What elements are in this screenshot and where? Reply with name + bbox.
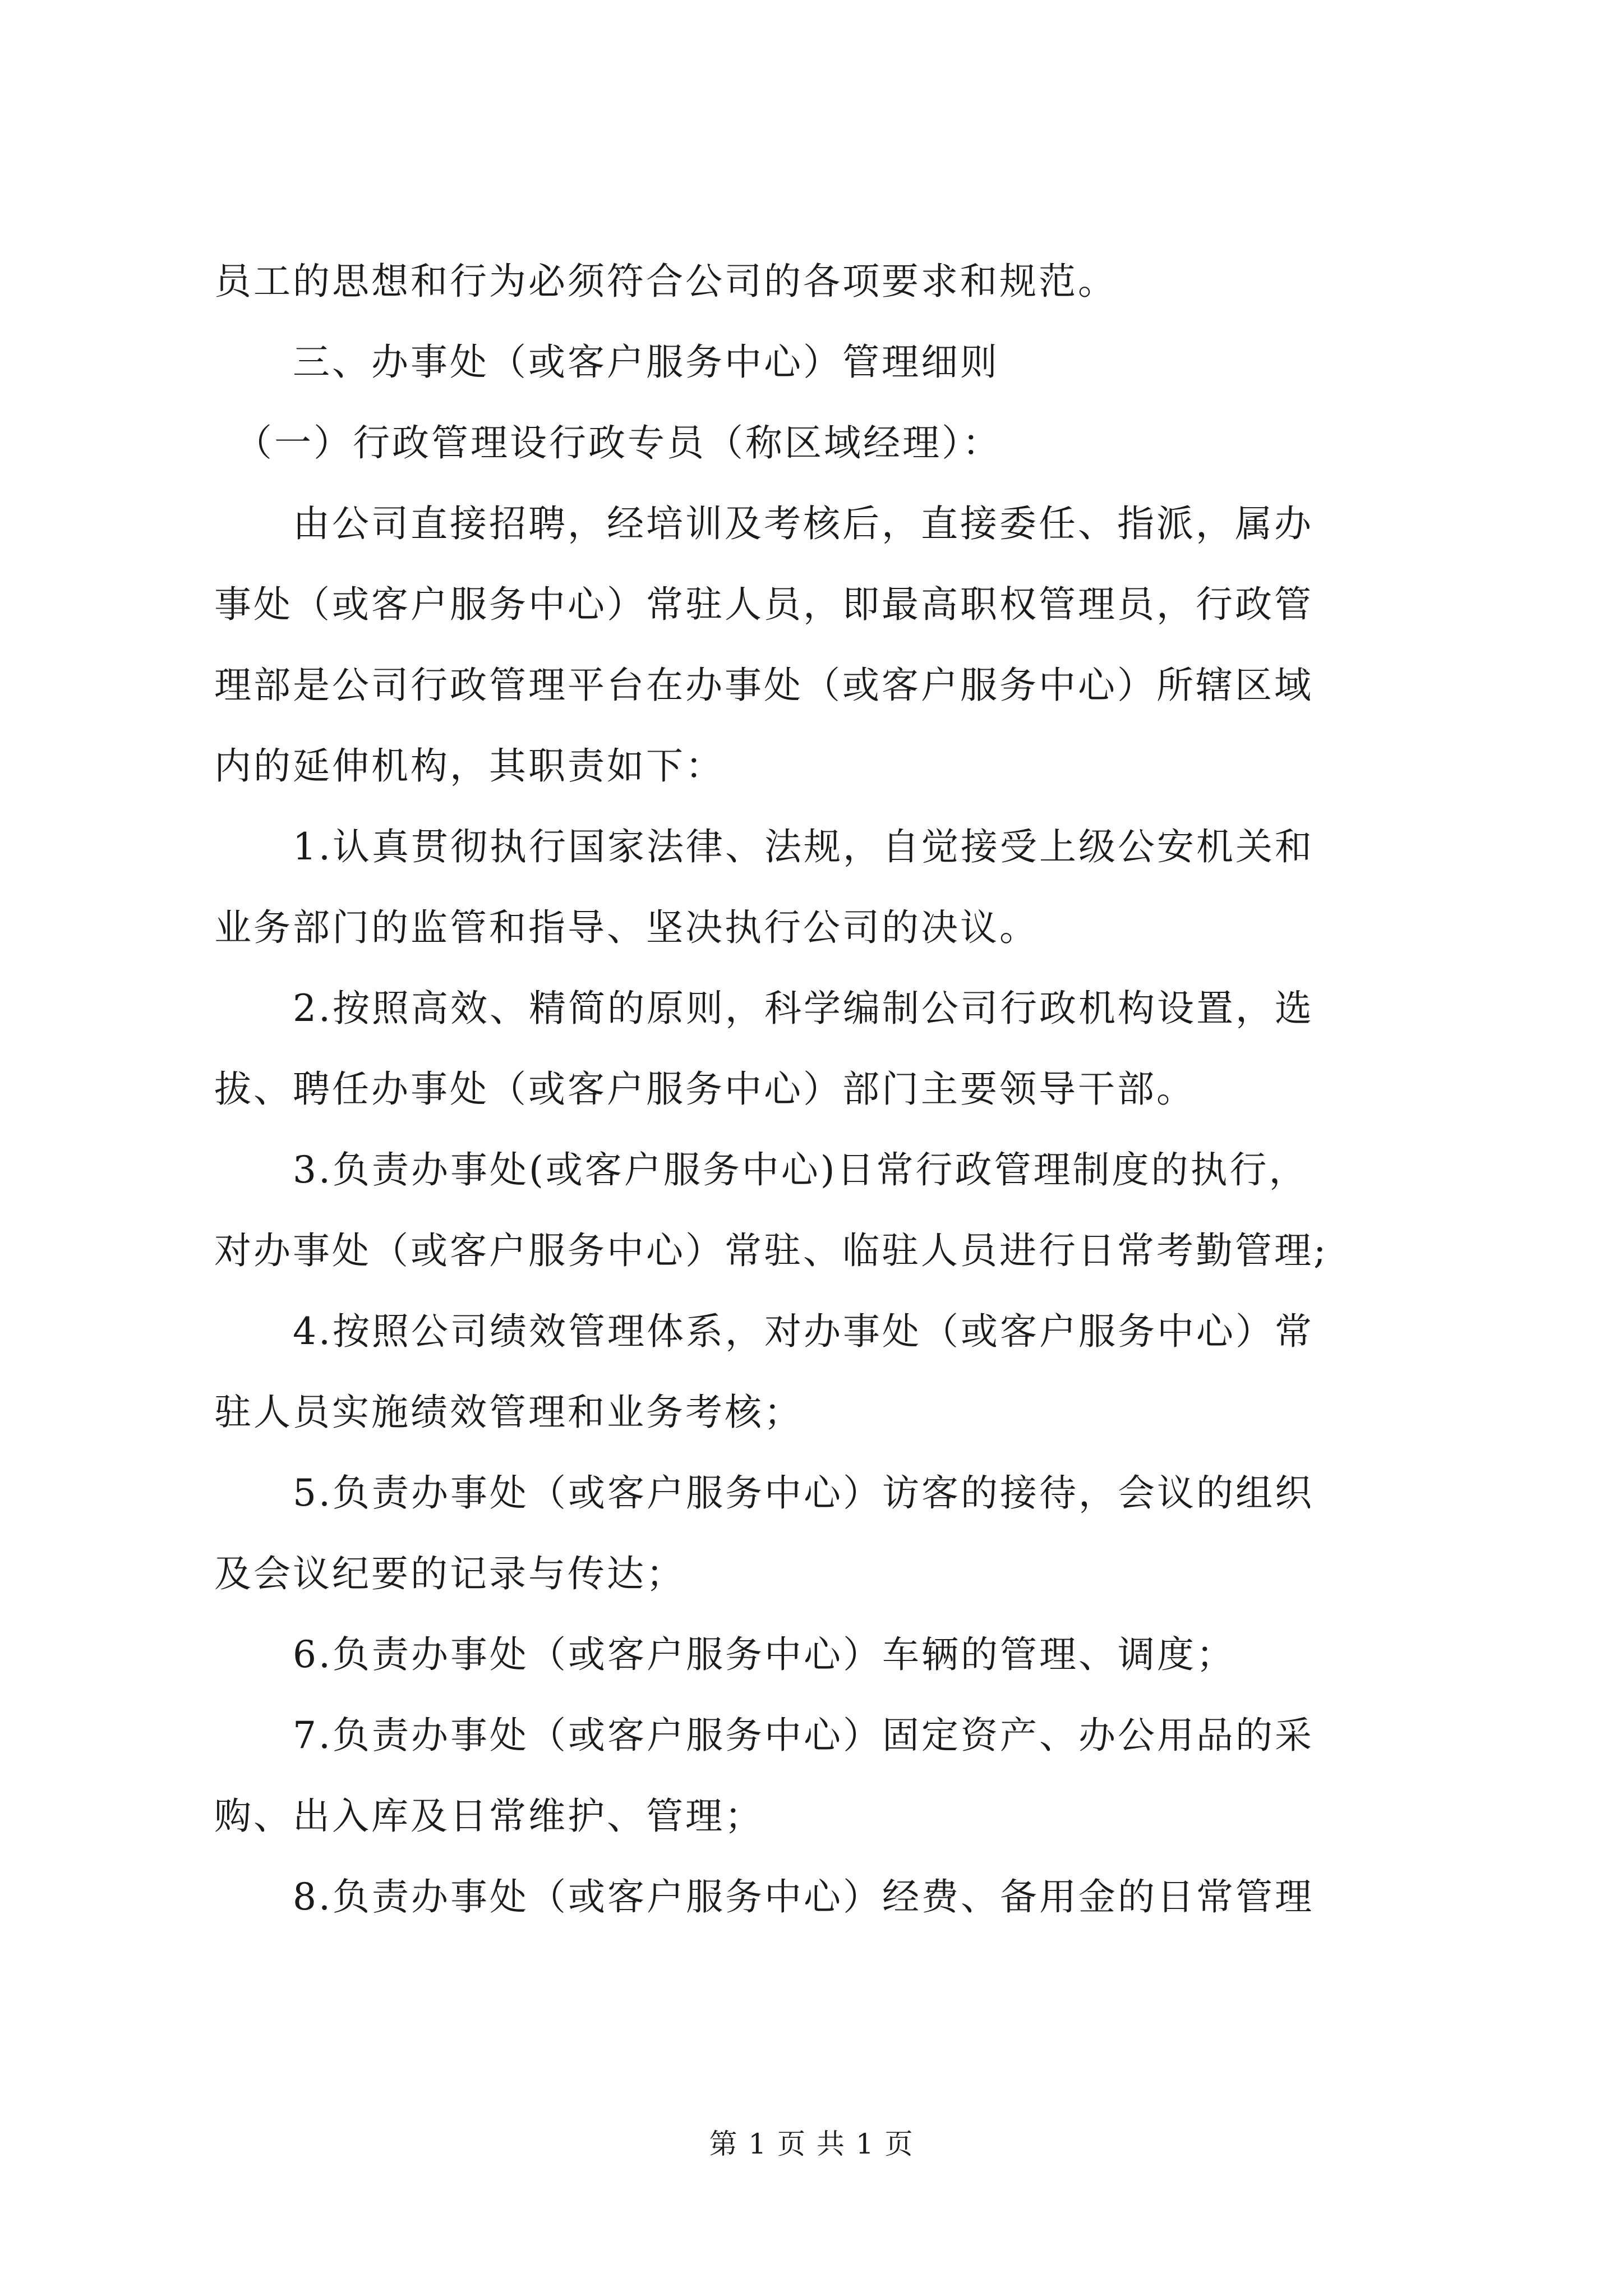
- document-line: 4.按照公司绩效管理体系，对办事处（或客户服务中心）常: [214, 1310, 1314, 1353]
- document-line: 购、出入库及日常维护、管理；: [214, 1795, 764, 1838]
- document-line: 8.负责办事处（或客户服务中心）经费、备用金的日常管理: [214, 1875, 1314, 1918]
- document-line: 7.负责办事处（或客户服务中心）固定资产、办公用品的采: [214, 1714, 1314, 1757]
- document-line: 及会议纪要的记录与传达；: [214, 1552, 685, 1595]
- document-line: 由公司直接招聘，经培训及考核后，直接委任、指派，属办: [214, 502, 1313, 545]
- document-line: 拔、聘任办事处（或客户服务中心）部门主要领导干部。: [214, 1068, 1196, 1111]
- document-line: 3.负责办事处(或客户服务中心)日常行政管理制度的执行，: [214, 1148, 1308, 1191]
- document-line: 三、办事处（或客户服务中心）管理细则: [214, 341, 999, 384]
- document-line: 5.负责办事处（或客户服务中心）访客的接待，会议的组织: [214, 1471, 1314, 1515]
- document-line: 内的延伸机构，其职责如下：: [214, 744, 725, 788]
- document-line: 1.认真贯彻执行国家法律、法规，自觉接受上级公安机关和: [214, 825, 1314, 868]
- document-line: 驻人员实施绩效管理和业务考核；: [214, 1391, 803, 1434]
- document-line: 6.负责办事处（或客户服务中心）车辆的管理、调度；: [214, 1633, 1235, 1676]
- document-line: 2.按照高效、精简的原则，科学编制公司行政机构设置，选: [214, 987, 1314, 1030]
- document-line: 对办事处（或客户服务中心）常驻、临驻人员进行日常考勤管理;: [214, 1229, 1329, 1272]
- document-line: 业务部门的监管和指导、坚决执行公司的决议。: [214, 906, 1039, 949]
- document-line: 事处（或客户服务中心）常驻人员，即最高职权管理员，行政管: [214, 583, 1313, 626]
- document-line: 员工的思想和行为必须符合公司的各项要求和规范。: [214, 260, 1117, 303]
- document-line: （一）行政管理设行政专员（称区域经理）：: [214, 421, 1002, 464]
- page-footer: 第 1 页 共 1 页: [709, 2128, 914, 2160]
- document-line: 理部是公司行政管理平台在办事处（或客户服务中心）所辖区域: [214, 664, 1313, 707]
